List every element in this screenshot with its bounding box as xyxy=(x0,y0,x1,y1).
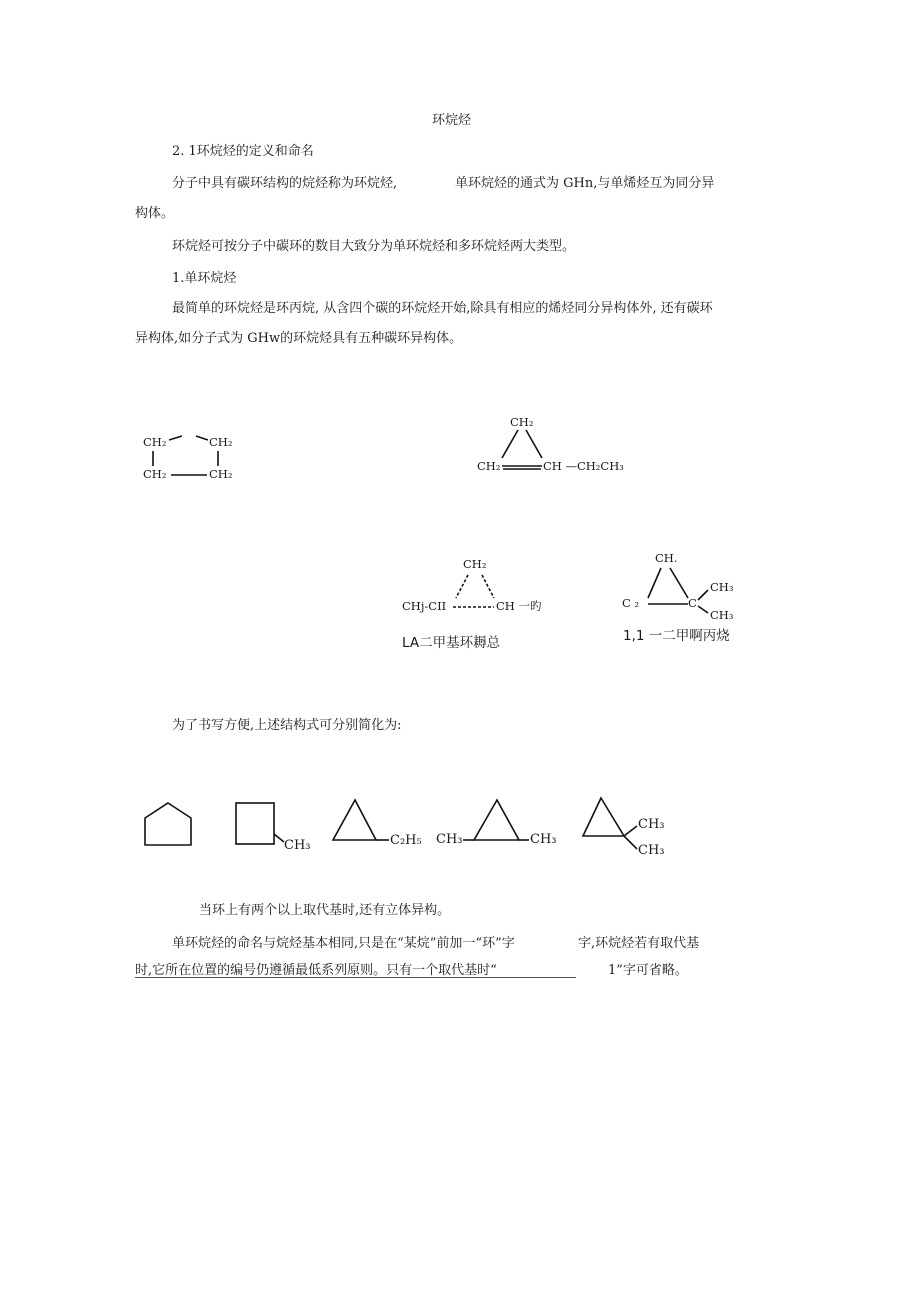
paragraph-definition-part1: 分子中具有碳环结构的烷烃称为环烷烃, xyxy=(172,176,398,191)
paragraph-definition-part2: 单环烷烃的通式为 GHn,与单烯烃互为同分异 xyxy=(455,176,715,191)
paragraph-definition-part3: 构体。 xyxy=(135,206,175,221)
atom-label: C ₂ xyxy=(622,596,640,610)
cyclopropane-ring-12 xyxy=(474,800,519,840)
page-title: 环烷烃 xyxy=(432,113,472,128)
paragraph-isomers-line2: 异构体,如分子式为 GHw的环烷烃具有五种碳环异构体。 xyxy=(135,331,463,346)
section-heading: 2. 1环烷烃的定义和命名 xyxy=(172,144,314,159)
atom-label: CH₂ xyxy=(463,557,487,571)
atom-label: CH₃ xyxy=(710,580,734,594)
text-underline xyxy=(135,977,576,978)
paragraph-stereoisomer: 当环上有两个以上取代基时,还有立体异构。 xyxy=(199,903,451,918)
paragraph-classification: 环烷烃可按分子中碳环的数目大致分为单环烷烃和多环烷烃两大类型。 xyxy=(172,239,576,254)
atom-label: CH 一旳 xyxy=(496,599,542,613)
cyclopentane-ring xyxy=(145,803,191,845)
paragraph-naming-line1-end: 字,环烷烃若有取代基 xyxy=(578,936,700,951)
substituent-label: CH₃ xyxy=(284,838,311,853)
structure-caption: 1,1 一二甲啊丙烧 xyxy=(623,628,730,644)
cyclopropane-ring-11 xyxy=(583,798,624,836)
atom-label: CH. xyxy=(655,551,678,565)
atom-label: CH —CH₂CH₃ xyxy=(543,459,624,473)
substituent-label: CH₃ xyxy=(638,843,665,858)
structure-caption: LA二甲基环耨总 xyxy=(402,635,501,651)
atom-label: CHj-CII xyxy=(402,599,447,613)
atom-label: CH₃ xyxy=(710,608,734,622)
atom-label: CH₂ xyxy=(209,467,233,481)
paragraph-naming-line2-end: 1”字可省略。 xyxy=(608,963,688,978)
atom-label: CH₂ xyxy=(477,459,501,473)
cyclopropane-ring-ethyl xyxy=(333,800,376,840)
paragraph-naming-line2: 时,它所在位置的编号仍遵循最低系列原则。只有一个取代基时“ xyxy=(135,963,497,978)
paragraph-naming-line1: 单环烷烃的命名与烷烃基本相同,只是在“某烷”前加一“环”字 xyxy=(172,936,515,951)
paragraph-isomers-line1: 最简单的环烷烃是环丙烷, 从含四个碳的环烷烃开始,除具有相应的烯烃同分异构体外, 还有碳环 xyxy=(172,301,713,316)
atom-label: CH₂ xyxy=(510,415,534,429)
sub-heading: 1.单环烷烃 xyxy=(172,271,237,286)
paragraph-simplify: 为了书写方便,上述结构式可分别简化为: xyxy=(172,718,402,733)
substituent-label: CH₃ xyxy=(638,817,665,832)
substituent-label: C₂H₅ xyxy=(390,833,422,848)
atom-label: CH₂ xyxy=(143,467,167,481)
substituent-label: CH₃ xyxy=(436,832,463,847)
atom-label: CH₂ xyxy=(143,435,167,449)
atom-label: CH₂ xyxy=(209,435,233,449)
atom-label: C xyxy=(688,596,697,610)
cyclobutane-ring xyxy=(236,803,274,844)
substituent-label: CH₃ xyxy=(530,832,557,847)
